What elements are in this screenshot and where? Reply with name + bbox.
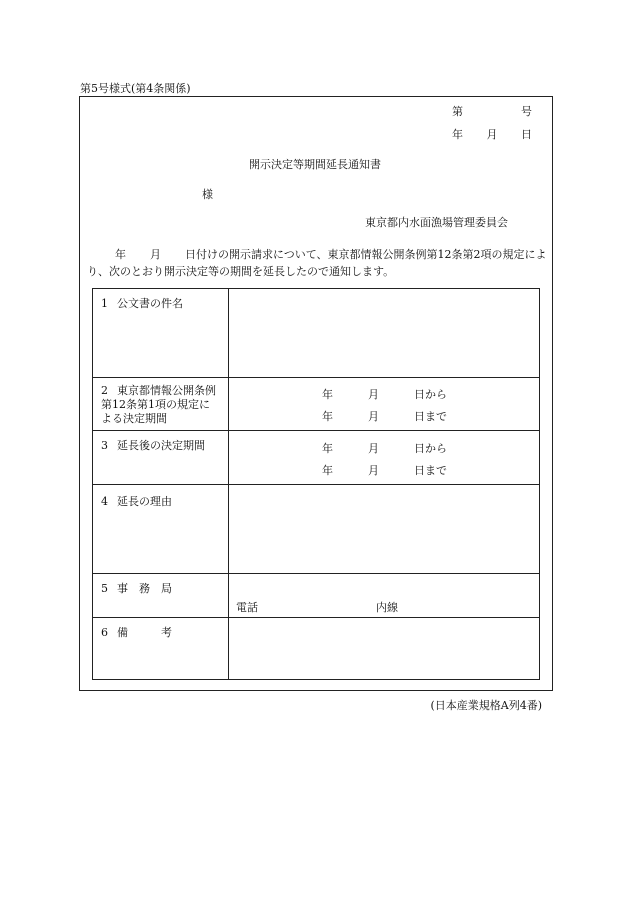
period-from: 年 月 日から [322, 388, 447, 401]
document-date-line [452, 126, 532, 142]
row-value-office [229, 574, 540, 618]
document-number-line [452, 103, 532, 119]
addressee-suffix: 様 [202, 188, 213, 201]
table-row [93, 378, 540, 431]
date-day: 日 [521, 128, 532, 141]
row-value-remarks [229, 618, 540, 680]
row-value-original-period [229, 378, 540, 431]
table-row [93, 431, 540, 485]
row-value-extended-period [229, 431, 540, 485]
row-label-extended-period: 3 延長後の決定期間 [93, 431, 229, 485]
number-prefix: 第 [452, 105, 463, 118]
period-to: 年 月 日まで [322, 464, 447, 477]
paper-size-note: (日本産業規格A列4番) [430, 699, 542, 712]
row-label-reason: 4 延長の理由 [93, 485, 229, 574]
phone-label: 電話 [236, 601, 258, 614]
period-from: 年 月 日から [322, 442, 447, 455]
body-year: 年 [115, 248, 126, 261]
form-number-label: 第5号様式(第4条関係) [80, 82, 191, 95]
notice-body [87, 246, 549, 280]
table-row [93, 574, 540, 618]
row-label-remarks: 6 備 考 [93, 618, 229, 680]
sender-name: 東京都内水面漁場管理委員会 [365, 216, 508, 229]
table-row [93, 289, 540, 378]
date-month: 月 [486, 128, 498, 141]
row-label-office: 5 事 務 局 [93, 574, 229, 618]
body-text: 日付けの開示請求について、東京都情報公開条例第12条第2項の規定により、次のとおり開示決定等の期間を延長したので通知します。 [87, 248, 547, 278]
body-month: 月 [150, 248, 161, 261]
extension-label: 内線 [376, 601, 398, 614]
table-row [93, 618, 540, 680]
document-title: 開示決定等期間延長通知書 [249, 158, 381, 171]
period-to: 年 月 日まで [322, 410, 447, 423]
row-value-subject [229, 289, 540, 378]
date-year: 年 [452, 128, 463, 141]
row-label-original-period: 2 東京都情報公開条例 第12条第1項の規定に よる決定期間 [93, 378, 229, 431]
row-label-subject: 1 公文書の件名 [93, 289, 229, 378]
number-suffix: 号 [521, 105, 532, 118]
row-value-reason [229, 485, 540, 574]
table-row [93, 485, 540, 574]
details-table [92, 288, 540, 680]
